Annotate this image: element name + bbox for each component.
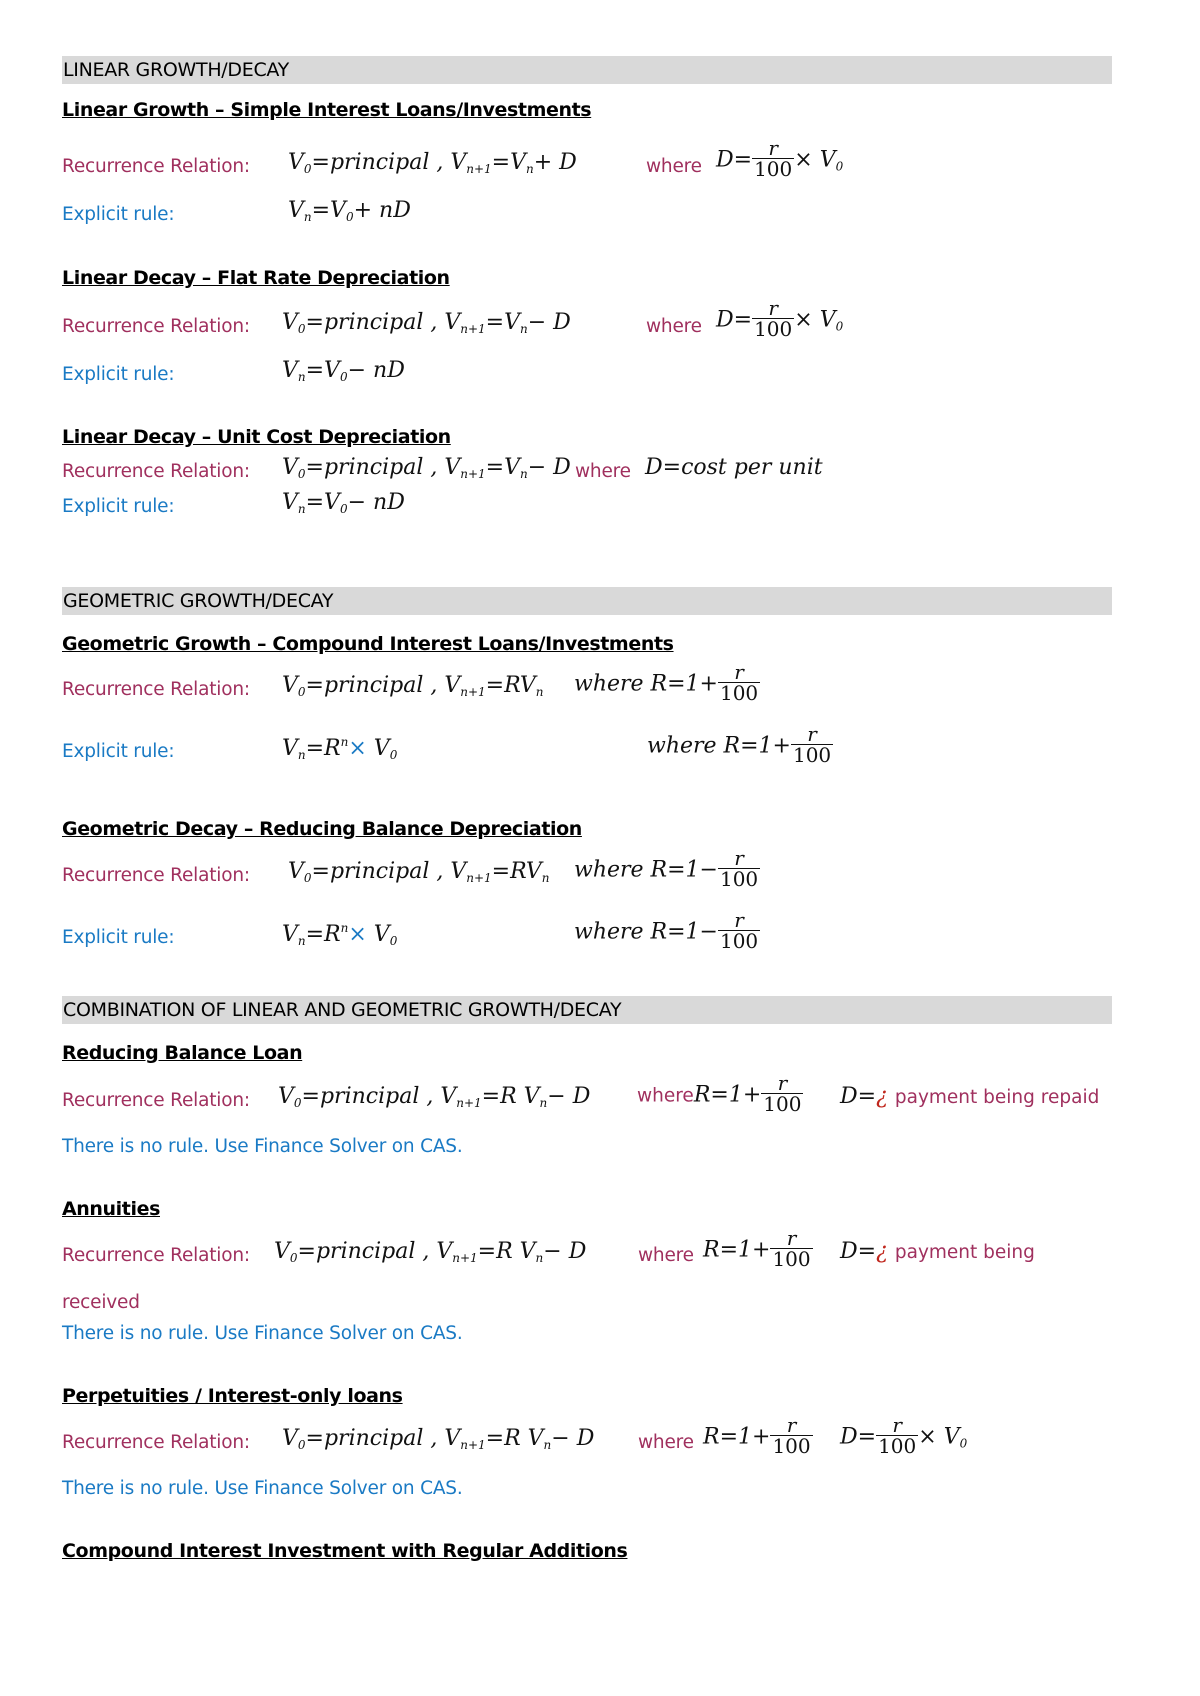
explicit-label: Explicit rule: xyxy=(62,741,175,762)
formula-D-cost-per-unit: D=cost per unit xyxy=(645,455,823,480)
formula-recurrence-compound: $V_0=principal$ , $V_{n+1}=RV_n$ xyxy=(282,673,544,699)
where-label: where xyxy=(638,1432,694,1453)
section-title: COMBINATION OF LINEAR AND GEOMETRIC GROWTH/DECAY xyxy=(63,999,622,1021)
where-label: where xyxy=(638,1245,694,1266)
subheading-compound: Geometric Growth – Compound Interest Loans/Investments xyxy=(62,633,674,655)
section-header-linear xyxy=(62,56,1112,84)
formula-R-growth: R=1+ $\frac{r}{100}$ xyxy=(703,1226,811,1271)
formula-explicit-unit-cost: $V_n=V_0-$ nD xyxy=(282,490,405,516)
subheading-annuities: Annuities xyxy=(62,1198,160,1220)
no-rule-note: There is no rule. Use Finance Solver on CAS. xyxy=(62,1323,463,1344)
formula-D-percent: D= $\frac{r}{100}$ × $V_0$ xyxy=(716,296,844,341)
no-rule-note: There is no rule. Use Finance Solver on CAS. xyxy=(62,1136,463,1157)
recurrence-label: Recurrence Relation: xyxy=(62,1090,250,1111)
formula-D-payment-repaid: D=¿ payment being repaid xyxy=(840,1084,1100,1109)
section-header-combination xyxy=(62,996,1112,1024)
formula-D-payment-received: D=¿ payment being xyxy=(840,1239,1035,1264)
formula-recurrence-perpetuities: $V_0=principal$ , $V_{n+1}=R$ $V_n- D$ xyxy=(282,1426,595,1452)
section-title: LINEAR GROWTH/DECAY xyxy=(63,59,289,81)
formula-explicit-compound: $V_n=R^n\times V_0$ xyxy=(282,735,398,762)
recurrence-label: Recurrence Relation: xyxy=(62,865,250,886)
explicit-label: Explicit rule: xyxy=(62,927,175,948)
recurrence-label: Recurrence Relation: xyxy=(62,156,250,177)
section-title: GEOMETRIC GROWTH/DECAY xyxy=(63,590,334,612)
formula-R-growth: where R=1+ $\frac{r}{100}$ xyxy=(647,722,832,767)
formula-recurrence-reducing-balance: $V_0=principal$ , $V_{n+1}=RV_n$ xyxy=(288,859,550,885)
recurrence-label: Recurrence Relation: xyxy=(62,316,250,337)
subheading-reducing-balance: Geometric Decay – Reducing Balance Depreciation xyxy=(62,818,582,840)
recurrence-label: Recurrence Relation: xyxy=(62,1245,250,1266)
formula-R-growth: R=1+ $\frac{r}{100}$ xyxy=(703,1413,811,1458)
formula-explicit-reducing-balance: $V_n=R^n\times V_0$ xyxy=(282,921,398,948)
formula-D-percent: D= $\frac{r}{100}$ × $V_0$ xyxy=(840,1413,968,1458)
where-label: where xyxy=(646,156,702,177)
where-label: where xyxy=(646,316,702,337)
formula-recurrence-reducing-loan: $V_0=principal$ , $V_{n+1}=R$ $V_n- D$ xyxy=(278,1084,591,1110)
formula-recurrence-unit-cost: $V_0=principal$ , $V_{n+1}=V_n- D$ xyxy=(282,455,571,481)
formula-R-decay: where R=1− $\frac{r}{100}$ xyxy=(574,846,759,891)
no-rule-note: There is no rule. Use Finance Solver on CAS. xyxy=(62,1478,463,1499)
recurrence-label: Recurrence Relation: xyxy=(62,1432,250,1453)
subheading-linear-growth: Linear Growth – Simple Interest Loans/Investments xyxy=(62,99,592,121)
recurrence-label: Recurrence Relation: xyxy=(62,679,250,700)
formula-explicit-linear-growth: $V_n=V_0+$ nD xyxy=(288,198,411,224)
formula-recurrence-annuities: $V_0=principal$ , $V_{n+1}=R$ $V_n- D$ xyxy=(274,1239,587,1265)
received-label: received xyxy=(62,1292,140,1313)
subheading-flat-rate: Linear Decay – Flat Rate Depreciation xyxy=(62,267,450,289)
explicit-label: Explicit rule: xyxy=(62,496,175,517)
formula-R-growth: where R=1+ $\frac{r}{100}$ xyxy=(574,660,759,705)
formula-R-decay: where R=1− $\frac{r}{100}$ xyxy=(574,908,759,953)
where-label: where xyxy=(575,461,631,482)
formula-R-growth: whereR=1+ $\frac{r}{100}$ xyxy=(637,1071,802,1116)
subheading-regular-additions: Compound Interest Investment with Regular Additions xyxy=(62,1540,628,1562)
subheading-unit-cost: Linear Decay – Unit Cost Depreciation xyxy=(62,426,451,448)
subheading-reducing-loan: Reducing Balance Loan xyxy=(62,1042,303,1064)
formula-recurrence-flat-rate: $V_0=principal$ , $V_{n+1}=V_n- D$ xyxy=(282,310,571,336)
explicit-label: Explicit rule: xyxy=(62,364,175,385)
subheading-perpetuities: Perpetuities / Interest-only loans xyxy=(62,1385,403,1407)
formula-explicit-flat-rate: $V_n=V_0-$ nD xyxy=(282,358,405,384)
explicit-label: Explicit rule: xyxy=(62,204,175,225)
recurrence-label: Recurrence Relation: xyxy=(62,461,250,482)
formula-D-percent: D= $\frac{r}{100}$ × $V_0$ xyxy=(716,136,844,181)
formula-recurrence-linear-growth: $V_0=principal$ , $V_{n+1}=V_n+ D$ xyxy=(288,150,577,176)
section-header-geometric xyxy=(62,587,1112,615)
